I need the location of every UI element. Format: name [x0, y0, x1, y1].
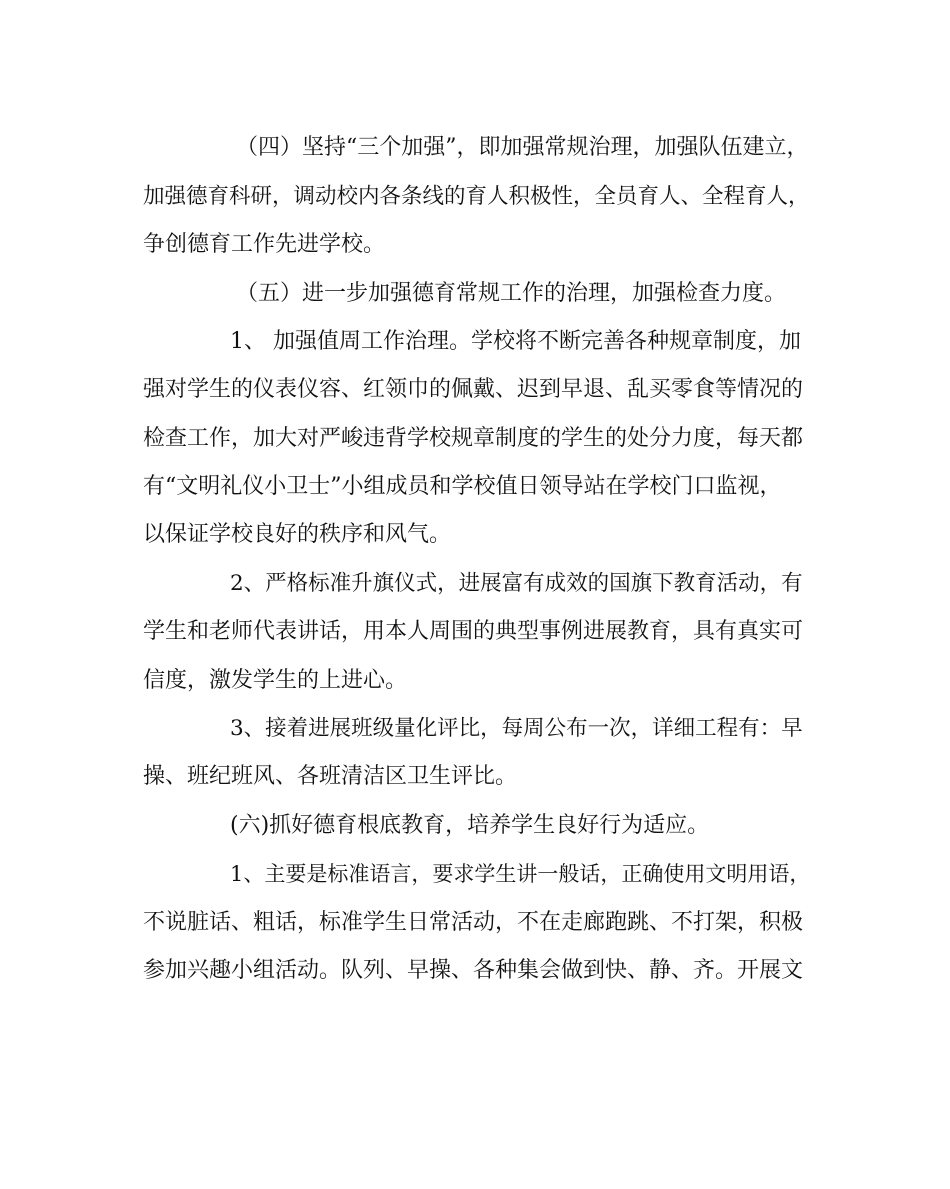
item-5-1-line-3: 检查工作，加大对严峻违背学校规章制度的学生的处分力度，每天都 — [143, 426, 804, 451]
item-6-1-line-3: 参加兴趣小组活动。队列、早操、各种集会做到快、静、齐。开展文 — [143, 958, 804, 983]
paragraph-5-heading: （五）进一步加强德育常规工作的治理，加强检查力度。 — [236, 281, 787, 306]
item-5-1-line-4: 有“文明礼仪小卫士”小组成员和学校值日领导站在学校门口监视， — [143, 474, 782, 499]
item-6-1-line-2: 不说脏话、粗话，标准学生日常活动，不在走廊跑跳、不打架，积极 — [143, 910, 804, 935]
item-5-2-line-3: 信度，激发学生的上进心。 — [143, 668, 408, 693]
item-5-1-line-1: 1、 加强值周工作治理。学校将不断完善各种规章制度，加 — [230, 329, 801, 354]
paragraph-4-line-3: 争创德育工作先进学校。 — [143, 232, 386, 257]
item-5-1-line-5: 以保证学校良好的秩序和风气。 — [143, 522, 452, 547]
item-5-2-line-2: 学生和老师代表讲话，用本人周围的典型事例进展教育，具有真实可 — [143, 619, 804, 644]
paragraph-4-line-2: 加强德育科研，调动校内各条线的育人积极性，全员育人、全程育人， — [143, 184, 810, 209]
item-5-3-line-1: 3、接着进展班级量化评比，每周公布一次，详细工程有：早 — [230, 716, 803, 741]
paragraph-6-heading: (六)抓好德育根底教育，培养学生良好行为适应。 — [230, 813, 710, 838]
paragraph-4-line-1: （四）坚持“三个加强”，即加强常规治理，加强队伍建立， — [236, 135, 809, 160]
item-6-1-line-1: 1、主要是标准语言，要求学生讲一般话，正确使用文明用语， — [230, 862, 811, 886]
item-5-3-line-2: 操、班纪班风、各班清洁区卫生评比。 — [143, 764, 518, 789]
item-5-2-line-1: 2、严格标准升旗仪式，进展富有成效的国旗下教育活动，有 — [230, 571, 803, 596]
item-5-1-line-2: 强对学生的仪表仪容、红领巾的佩戴、迟到早退、乱买零食等情况的 — [143, 377, 804, 402]
